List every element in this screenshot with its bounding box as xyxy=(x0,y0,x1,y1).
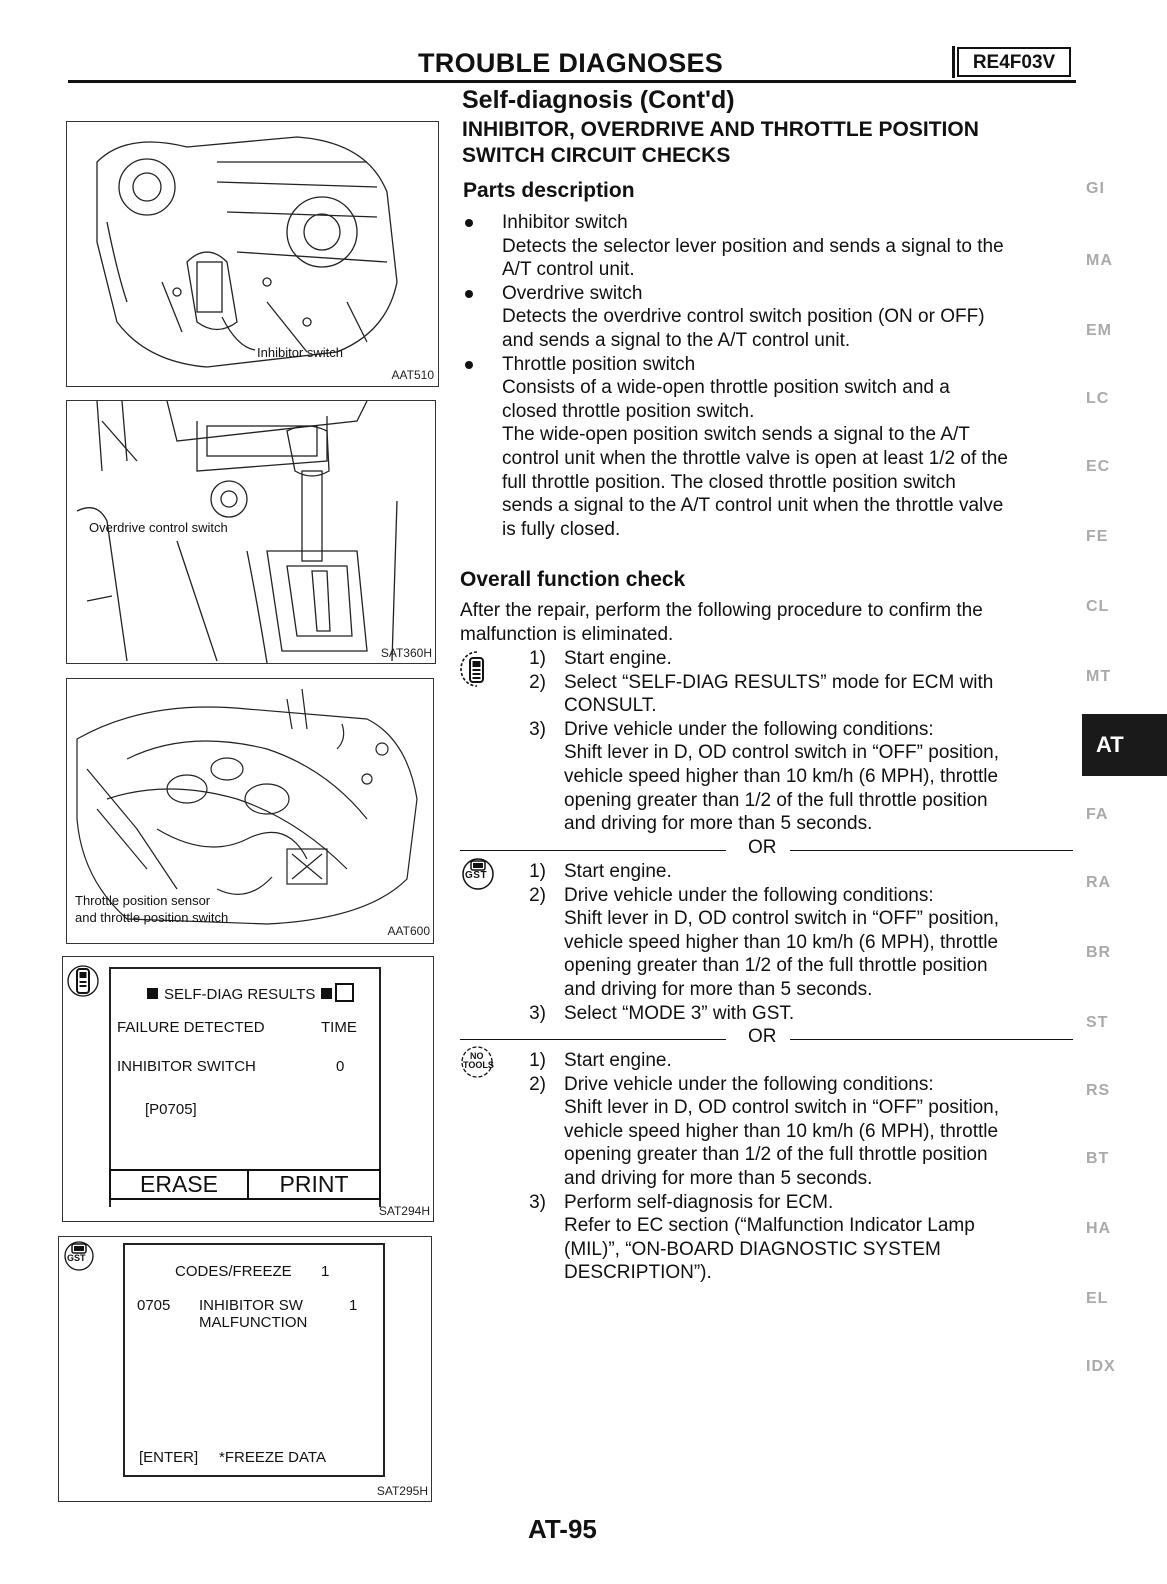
side-tab-lc[interactable]: LC xyxy=(1086,390,1110,407)
side-tab-gi[interactable]: GI xyxy=(1086,180,1105,197)
step-line: opening greater than 1/2 of the full throttle position xyxy=(564,955,988,977)
section-continued-heading: Self-diagnosis (Cont'd) xyxy=(462,86,735,114)
step-number: 1) xyxy=(529,861,546,882)
step-line: Select “MODE 3” with GST. xyxy=(564,1002,795,1024)
parts-description-heading: Parts description xyxy=(463,179,635,202)
gst-icon-label: GST xyxy=(67,1253,86,1263)
side-tab-br[interactable]: BR xyxy=(1086,944,1112,961)
step-line: Shift lever in D, OD control switch in “OFF” position, xyxy=(564,742,1000,764)
failure-time: 0 xyxy=(336,1058,345,1075)
consult-tester-icon xyxy=(460,650,494,690)
gst-screen-title: CODES/FREEZE xyxy=(175,1263,292,1280)
model-code-badge: RE4F03V xyxy=(957,47,1071,77)
step-line: DESCRIPTION”). xyxy=(564,1262,712,1284)
procedure-step xyxy=(520,884,1080,1002)
side-tab-em[interactable]: EM xyxy=(1086,322,1112,339)
dtc-count: 1 xyxy=(349,1297,358,1314)
parts-item-line: is fully closed. xyxy=(502,518,621,540)
procedure-no-tools xyxy=(520,1049,1080,1285)
side-tab-fa[interactable]: FA xyxy=(1086,806,1109,823)
side-tab-ra[interactable]: RA xyxy=(1086,874,1112,891)
figure-code: SAT295H xyxy=(376,1484,428,1498)
gst-screen-title-number: 1 xyxy=(321,1263,330,1280)
col-time: TIME xyxy=(321,1019,357,1036)
figure-gst-screen xyxy=(58,1236,432,1502)
print-button[interactable]: PRINT xyxy=(247,1169,381,1200)
or-label: OR xyxy=(748,1026,777,1047)
side-tab-ec[interactable]: EC xyxy=(1086,458,1111,475)
dtc-description: MALFUNCTION xyxy=(199,1314,308,1331)
step-line: vehicle speed higher than 10 km/h (6 MPH), throttle xyxy=(564,765,999,787)
or-divider-right xyxy=(790,1039,1073,1040)
parts-item-line: Detects the selector lever position and sends a signal to the xyxy=(502,235,1004,257)
freeze-data-label: *FREEZE DATA xyxy=(219,1449,326,1466)
step-line: Shift lever in D, OD control switch in “OFF” position, xyxy=(564,908,1000,930)
screen-title xyxy=(147,983,354,1003)
parts-item-line: sends a signal to the A/T control unit when the throttle valve xyxy=(502,495,1004,517)
or-divider-left xyxy=(460,850,726,851)
dtc-number: 0705 xyxy=(137,1297,171,1314)
side-tab-fe[interactable]: FE xyxy=(1086,528,1109,545)
figure-label: and throttle position switch xyxy=(75,910,229,925)
step-line: Start engine. xyxy=(564,861,672,882)
parts-item xyxy=(460,353,1080,542)
step-line: opening greater than 1/2 of the full throttle position xyxy=(564,1144,988,1166)
or-label: OR xyxy=(748,837,777,858)
transaxle-illustration xyxy=(67,122,438,386)
figure-code: SAT294H xyxy=(378,1204,430,1218)
screen-title-marker-icon xyxy=(147,988,158,999)
step-number: 2) xyxy=(529,1073,546,1095)
page-number: AT-95 xyxy=(528,1514,597,1544)
gst-icon-label: GST xyxy=(465,870,488,881)
procedure-step xyxy=(520,718,1080,836)
overall-intro xyxy=(460,599,1080,646)
screen-title-text: SELF-DIAG RESULTS xyxy=(164,986,316,1003)
dtc-code: [P0705] xyxy=(145,1101,197,1118)
figure-label: Throttle position sensor xyxy=(75,893,211,908)
parts-item xyxy=(460,282,1080,353)
parts-item-title: Inhibitor switch xyxy=(502,212,628,233)
step-line: Start engine. xyxy=(564,1050,672,1071)
overall-function-heading: Overall function check xyxy=(460,568,686,591)
no-tools-icon xyxy=(460,1045,494,1079)
step-line: Drive vehicle under the following conditions: xyxy=(564,718,934,740)
figure-throttle-position xyxy=(66,678,434,944)
or-divider-left xyxy=(460,1039,726,1040)
figure-consult-screen xyxy=(62,956,434,1222)
side-tab-ma[interactable]: MA xyxy=(1086,252,1113,269)
gst-display xyxy=(123,1243,385,1477)
step-number: 3) xyxy=(529,1002,546,1024)
figure-code: SAT360H xyxy=(380,646,432,660)
step-line: Drive vehicle under the following conditions: xyxy=(564,884,934,906)
step-line: and driving for more than 5 seconds. xyxy=(564,978,873,1000)
step-line: opening greater than 1/2 of the full throttle position xyxy=(564,789,988,811)
col-failure-detected: FAILURE DETECTED xyxy=(117,1019,265,1036)
step-number: 3) xyxy=(529,718,546,740)
procedure-step xyxy=(520,647,1080,671)
step-line: Select “SELF-DIAG RESULTS” mode for ECM with xyxy=(564,671,994,693)
gst-tool-icon xyxy=(460,856,496,892)
step-line: Refer to EC section (“Malfunction Indicator Lamp xyxy=(564,1215,975,1237)
step-number: 2) xyxy=(529,671,546,693)
bullet-icon xyxy=(465,219,473,227)
step-number: 1) xyxy=(529,1050,546,1071)
enter-key-label: [ENTER] xyxy=(139,1449,199,1466)
step-line: vehicle speed higher than 10 km/h (6 MPH), throttle xyxy=(564,1120,999,1142)
page-header-title: TROUBLE DIAGNOSES xyxy=(418,48,724,78)
procedure-step xyxy=(520,1191,1080,1285)
parts-item-line: control unit when the throttle valve is open at least 1/2 of the xyxy=(502,447,1008,469)
parts-item-line: A/T control unit. xyxy=(502,259,635,281)
procedure-step xyxy=(520,671,1080,718)
step-line: and driving for more than 5 seconds. xyxy=(564,1167,873,1189)
section-heading-line2: SWITCH CIRCUIT CHECKS xyxy=(462,144,731,167)
side-tab-st[interactable]: ST xyxy=(1086,1014,1109,1031)
procedure-step xyxy=(520,1073,1080,1191)
figure-label: Inhibitor switch xyxy=(257,345,343,360)
step-line: Shift lever in D, OD control switch in “OFF” position, xyxy=(564,1097,1000,1119)
parts-item-title: Throttle position switch xyxy=(502,353,696,375)
step-line: CONSULT. xyxy=(564,695,657,717)
side-tab-el[interactable]: EL xyxy=(1086,1290,1109,1307)
header-rule xyxy=(68,80,1076,83)
erase-button[interactable]: ERASE xyxy=(109,1169,249,1200)
parts-item-line: closed throttle position switch. xyxy=(502,400,755,422)
step-line: (MIL)”, “ON-BOARD DIAGNOSTIC SYSTEM xyxy=(564,1238,941,1260)
side-tab-ha[interactable]: HA xyxy=(1086,1220,1112,1237)
figure-code: AAT510 xyxy=(391,368,434,382)
overall-intro-line: malfunction is eliminated. xyxy=(460,623,674,645)
parts-item-line: full throttle position. The closed throttle position switch xyxy=(502,471,956,493)
procedure-step xyxy=(520,860,1080,884)
figure-label: Overdrive control switch xyxy=(89,520,228,535)
step-line: vehicle speed higher than 10 km/h (6 MPH), throttle xyxy=(564,931,999,953)
consult-tester-icon xyxy=(66,961,100,1001)
figure-overdrive-switch xyxy=(66,400,436,664)
no-tools-icon-label: NO xyxy=(470,1051,484,1061)
side-tab-cl[interactable]: CL xyxy=(1086,598,1110,615)
parts-item-line: and sends a signal to the A/T control unit. xyxy=(502,329,851,351)
step-line: Perform self-diagnosis for ECM. xyxy=(564,1191,834,1213)
side-tab-bt[interactable]: BT xyxy=(1086,1150,1110,1167)
step-number: 3) xyxy=(529,1191,546,1213)
parts-list xyxy=(460,211,1080,541)
side-tab-at-active[interactable]: AT xyxy=(1082,714,1167,776)
procedure-consult xyxy=(520,647,1080,836)
parts-item xyxy=(460,211,1080,282)
bullet-icon xyxy=(465,361,473,369)
step-line: and driving for more than 5 seconds. xyxy=(564,813,873,835)
side-tab-rs[interactable]: RS xyxy=(1086,1082,1111,1099)
failure-item: INHIBITOR SWITCH xyxy=(117,1058,256,1075)
step-line: Start engine. xyxy=(564,648,672,669)
parts-item-line: Consists of a wide-open throttle position switch and a xyxy=(502,377,950,399)
step-number: 1) xyxy=(529,648,546,669)
side-tab-mt[interactable]: MT xyxy=(1086,668,1112,685)
or-divider-right xyxy=(790,850,1073,851)
step-line: Drive vehicle under the following conditions: xyxy=(564,1073,934,1095)
dtc-description: INHIBITOR SW xyxy=(199,1297,303,1314)
bullet-icon xyxy=(465,290,473,298)
side-tab-idx[interactable]: IDX xyxy=(1086,1358,1116,1375)
screen-page-box-icon xyxy=(335,983,354,1002)
procedure-gst xyxy=(520,860,1080,1025)
figure-code: AAT600 xyxy=(387,924,430,938)
parts-item-line: Detects the overdrive control switch position (ON or OFF) xyxy=(502,306,985,328)
screen-title-marker-icon xyxy=(321,988,332,999)
procedure-step xyxy=(520,1049,1080,1073)
section-heading xyxy=(462,117,1082,169)
step-number: 2) xyxy=(529,884,546,906)
parts-item-title: Overdrive switch xyxy=(502,282,643,304)
section-heading-line1: INHIBITOR, OVERDRIVE AND THROTTLE POSITION xyxy=(462,118,979,141)
no-tools-icon-label: TOOLS xyxy=(463,1060,494,1070)
overall-intro-line: After the repair, perform the following procedure to confirm the xyxy=(460,600,983,621)
procedure-step xyxy=(520,1002,1080,1026)
figure-inhibitor-switch xyxy=(66,121,439,387)
parts-item-line: The wide-open position switch sends a signal to the A/T xyxy=(502,424,970,446)
